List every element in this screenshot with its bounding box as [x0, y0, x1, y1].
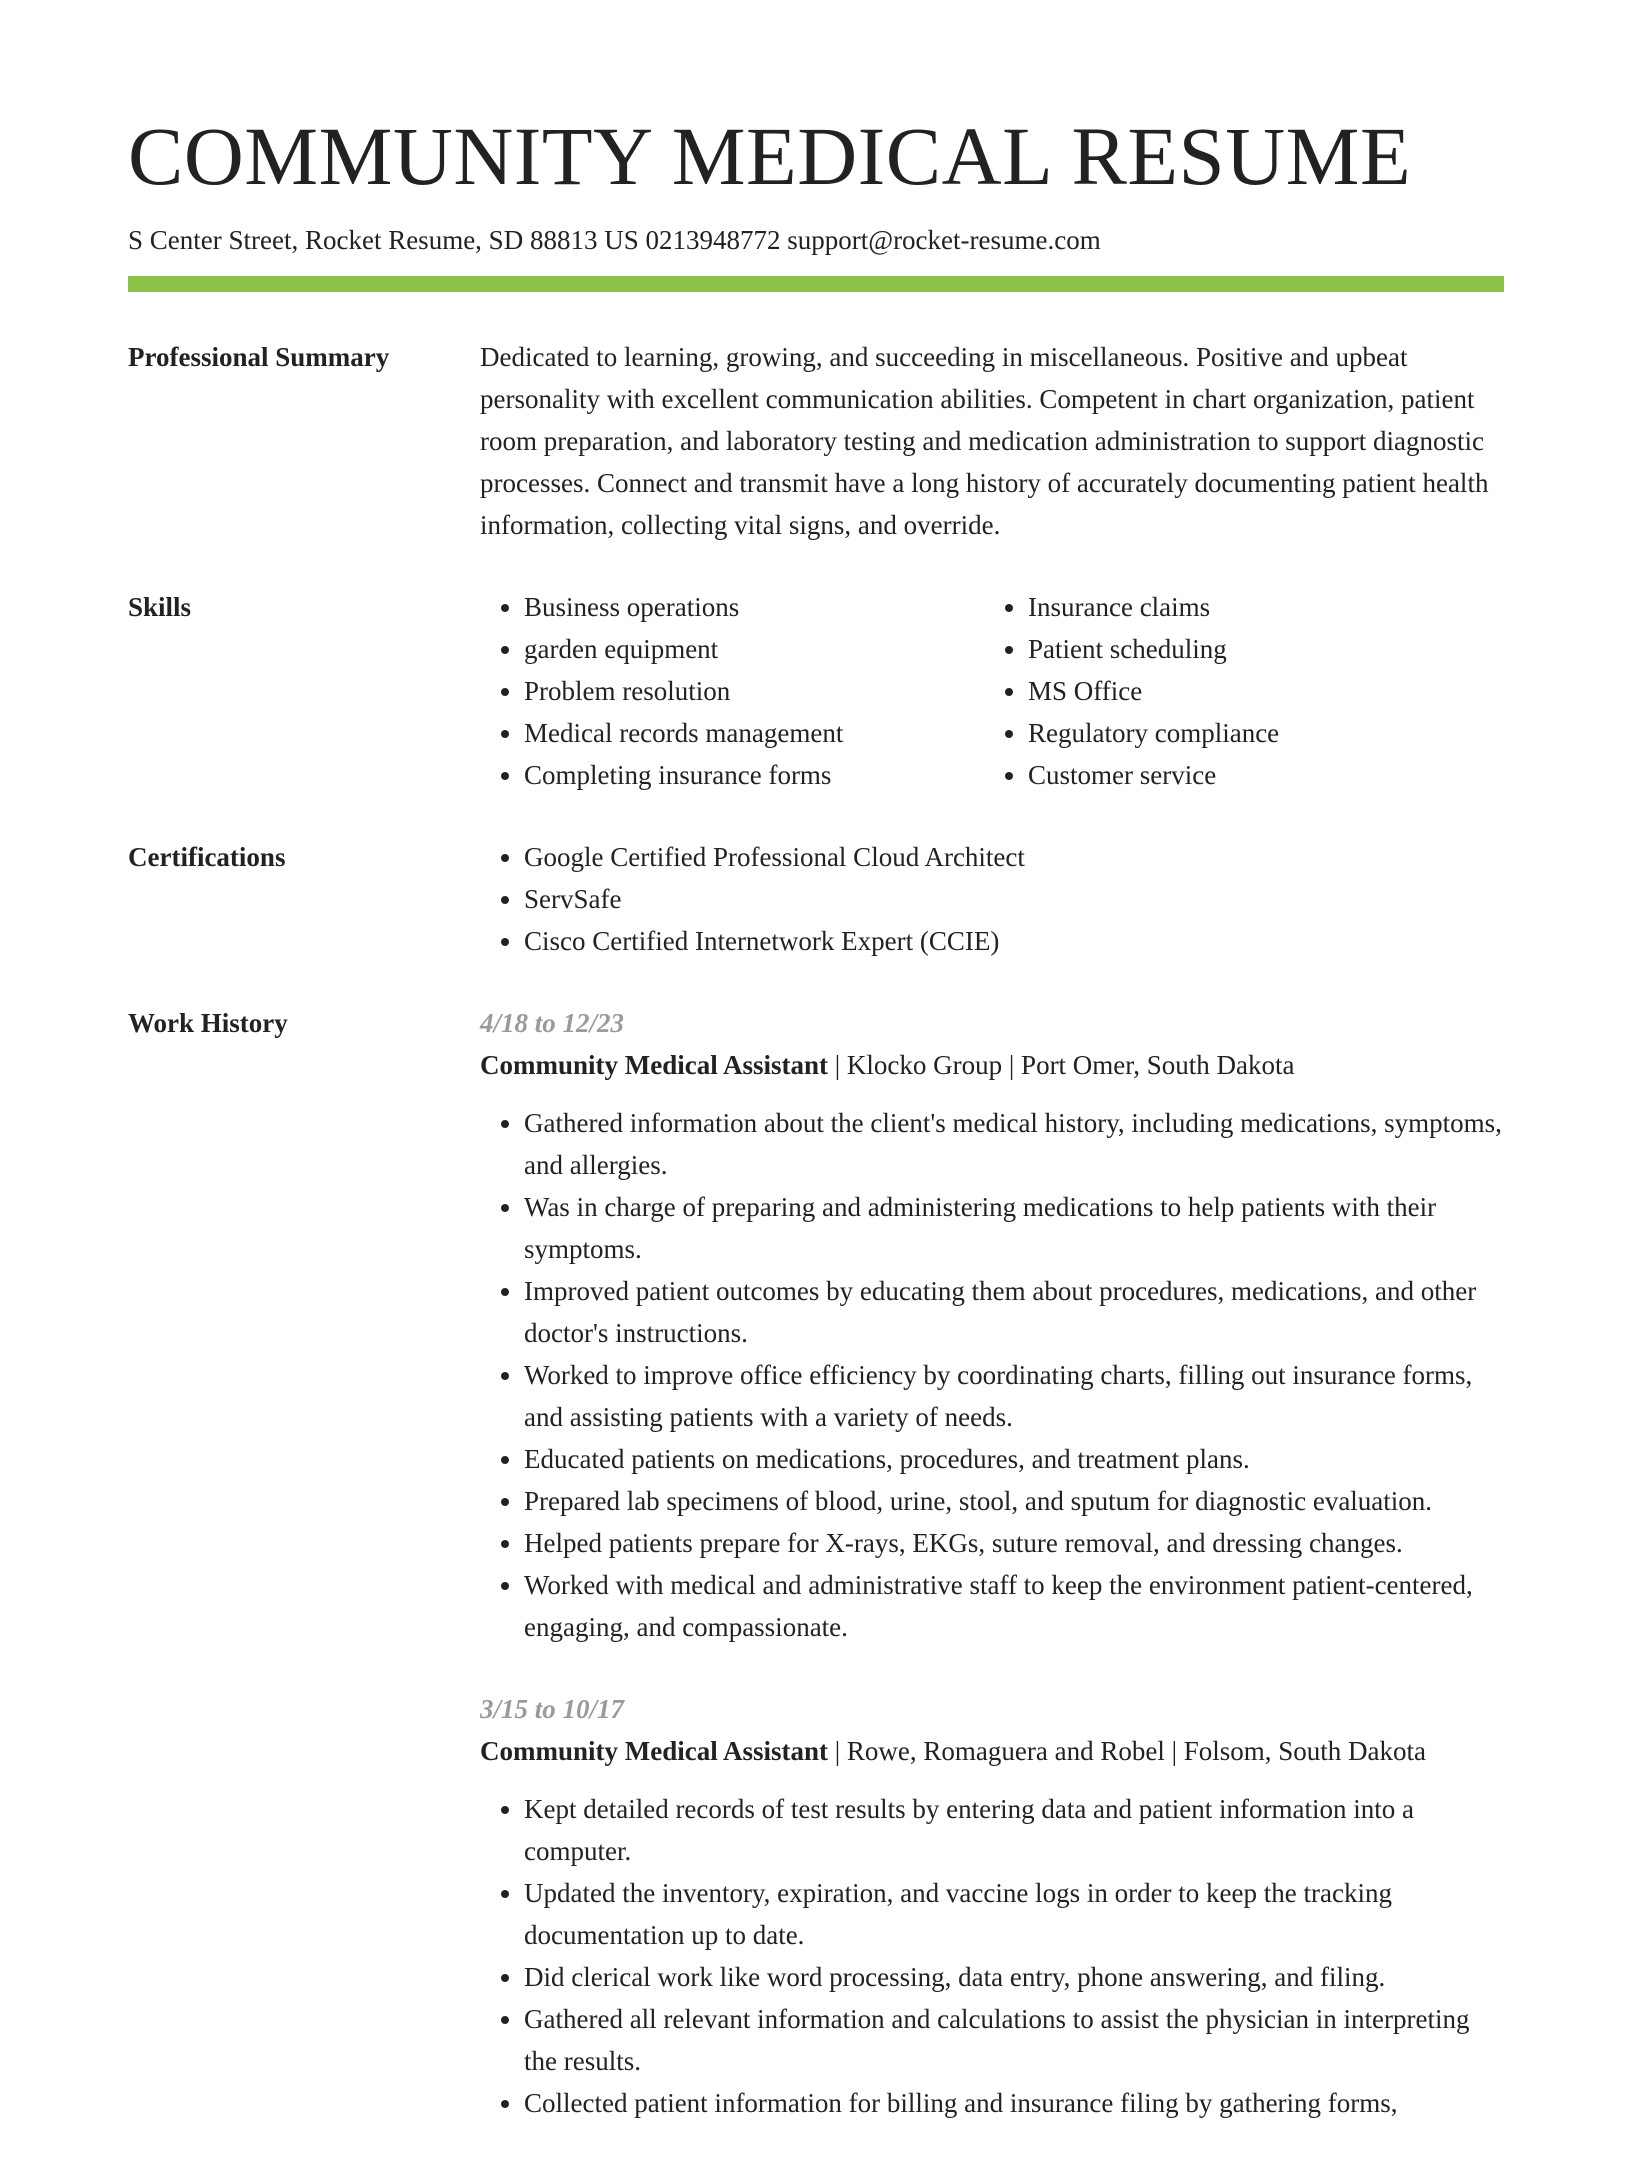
job-bullet: • Prepared lab specimens of blood, urine, stool, and sputum for diagnostic evaluation. — [524, 1480, 1504, 1522]
certification-item: • Cisco Certified Internetwork Expert (CCIE) — [524, 920, 1504, 962]
job-title: Community Medical Assistant — [480, 1050, 829, 1081]
skills-body — [480, 586, 1504, 796]
job-entry — [480, 1002, 1504, 1648]
skill-item: • MS Office — [1028, 670, 1504, 712]
certification-item: • ServSafe — [524, 878, 1504, 920]
summary-body — [480, 336, 1504, 546]
skill-item: • garden equipment — [524, 628, 984, 670]
job-bullets — [480, 1102, 1504, 1648]
certification-item: • Google Certified Professional Cloud Architect — [524, 836, 1504, 878]
job-bullet: • Collected patient information for billing and insurance filing by gathering forms, — [524, 2082, 1504, 2124]
job-bullet: • Helped patients prepare for X-rays, EKGs, suture removal, and dressing changes. — [524, 1522, 1504, 1564]
skill-item: • Insurance claims — [1028, 586, 1504, 628]
job-heading — [480, 1044, 1504, 1086]
job-bullet: • Updated the inventory, expiration, and vaccine logs in order to keep the tracking documentation up to date. — [524, 1872, 1504, 1956]
skill-item: • Customer service — [1028, 754, 1504, 796]
job-bullet: • Did clerical work like word processing, data entry, phone answering, and filing. — [524, 1956, 1504, 1998]
job-bullet: • Worked with medical and administrative staff to keep the environment patient-centered, engaging, and compassionate. — [524, 1564, 1504, 1648]
skill-item: • Patient scheduling — [1028, 628, 1504, 670]
certifications-section — [128, 836, 1504, 962]
contact-line: S Center Street, Rocket Resume, SD 88813 US 0213948772 support@rocket-resume.com — [128, 225, 1101, 255]
job-dates: 4/18 to 12/23 — [480, 1008, 625, 1039]
certifications-label: Certifications — [128, 842, 286, 873]
header-divider — [128, 276, 1504, 292]
resume-title: COMMUNITY MEDICAL RESUME — [128, 110, 1412, 202]
job-entry — [480, 1688, 1504, 2124]
job-bullet: • Improved patient outcomes by educating them about procedures, medications, and other doctor's instructions. — [524, 1270, 1504, 1354]
work-history-section — [128, 1002, 1504, 2164]
summary-text: Dedicated to learning, growing, and succeeding in miscellaneous. Positive and upbeat personality with excellent communication abilities. Competent in chart organization, patient room preparation, and laboratory testing and medication administration to support diagnostic processes. Connect and transmit have a long history of accurately documenting patient health information, collecting vital signs, and override. — [480, 342, 1489, 541]
summary-label: Professional Summary — [128, 342, 390, 373]
work-history-label: Work History — [128, 1008, 288, 1039]
skills-label: Skills — [128, 592, 192, 623]
job-bullet: • Gathered all relevant information and calculations to assist the physician in interpreting the results. — [524, 1998, 1504, 2082]
job-details: | Klocko Group | Port Omer, South Dakota — [828, 1050, 1295, 1081]
job-bullet: • Educated patients on medications, procedures, and treatment plans. — [524, 1438, 1504, 1480]
job-bullet: • Was in charge of preparing and administering medications to help patients with their symptoms. — [524, 1186, 1504, 1270]
skill-item: • Problem resolution — [524, 670, 984, 712]
work-history-body — [480, 1002, 1504, 2164]
job-bullets — [480, 1788, 1504, 2124]
job-heading — [480, 1730, 1504, 1772]
summary-section — [128, 336, 1504, 546]
job-bullet: • Worked to improve office efficiency by coordinating charts, filling out insurance forms, and assisting patients with a variety of needs. — [524, 1354, 1504, 1438]
skills-right-column — [984, 586, 1504, 796]
job-title: Community Medical Assistant — [480, 1736, 829, 1767]
skills-left-column — [480, 586, 984, 796]
skill-item: • Completing insurance forms — [524, 754, 984, 796]
job-dates: 3/15 to 10/17 — [480, 1694, 625, 1725]
certifications-body — [480, 836, 1504, 962]
job-details: | Rowe, Romaguera and Robel | Folsom, South Dakota — [828, 1736, 1427, 1767]
skill-item: • Regulatory compliance — [1028, 712, 1504, 754]
job-bullet: • Kept detailed records of test results by entering data and patient information into a computer. — [524, 1788, 1504, 1872]
skills-section — [128, 586, 1504, 796]
job-bullet: • Gathered information about the client's medical history, including medications, symptoms, and allergies. — [524, 1102, 1504, 1186]
skill-item: • Business operations — [524, 586, 984, 628]
skill-item: • Medical records management — [524, 712, 984, 754]
